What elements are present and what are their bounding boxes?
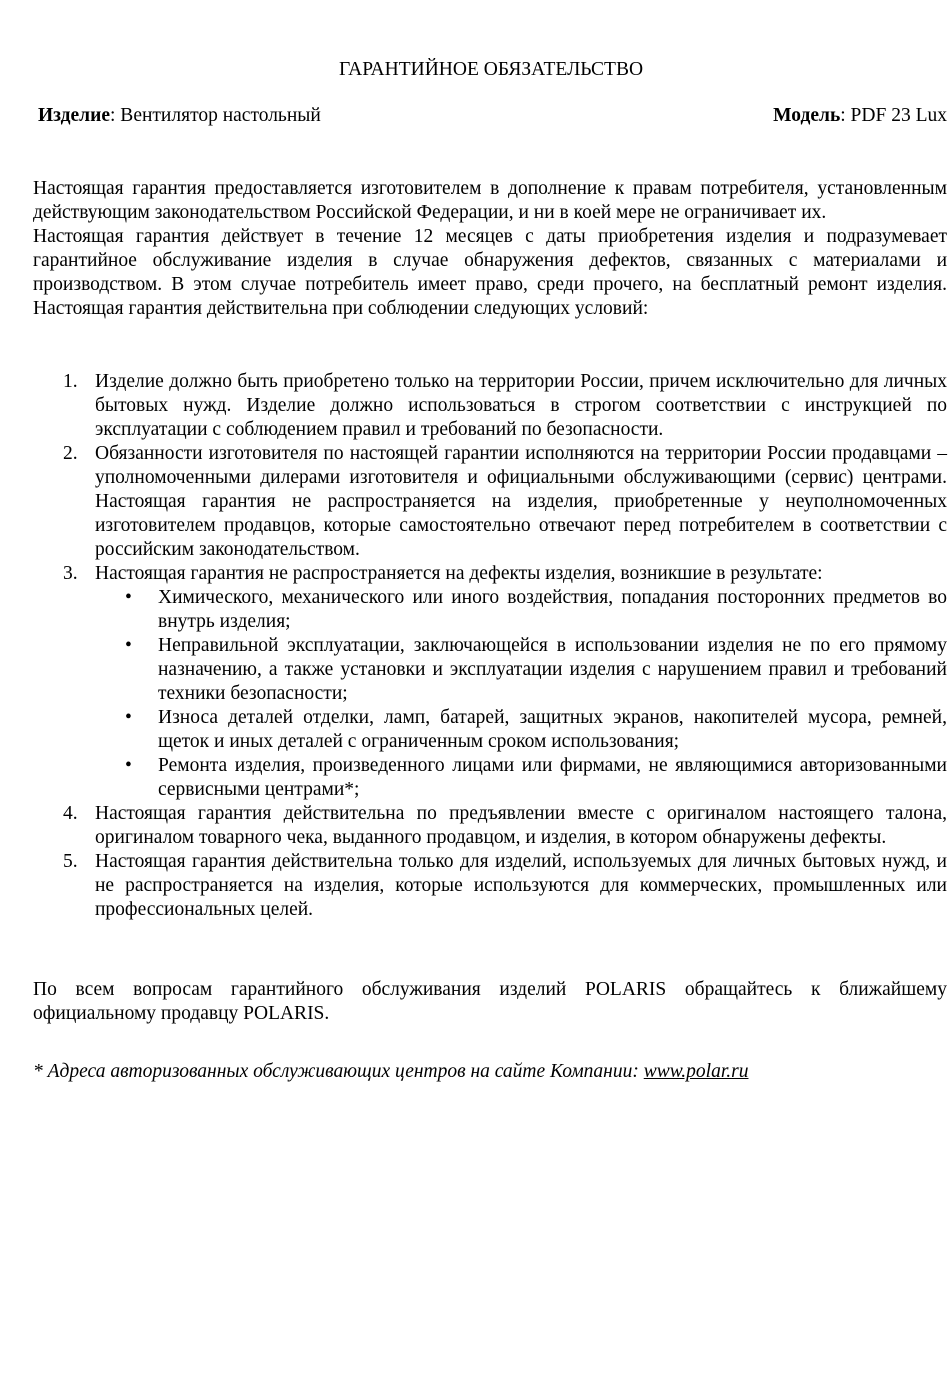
product-label: Изделие	[38, 105, 111, 126]
model-field	[773, 104, 947, 128]
terms-list	[63, 370, 947, 922]
term-item-1	[63, 370, 947, 442]
term-number: 1.	[63, 371, 78, 392]
product-meta-row	[38, 104, 947, 128]
term-text: Изделие должно быть приобретено только на территории России, причем исключительно для личных бытовых нужд. Изделие должно использоваться в строгом соответствии с инструкцией по эксплуатации с соблюдением правил и требований по безопасности.	[95, 371, 947, 440]
intro-section	[33, 177, 947, 321]
footnote	[33, 1060, 947, 1084]
term-item-4	[63, 802, 947, 850]
term-item-3	[63, 562, 947, 802]
defect-item: • Неправильной эксплуатации, заключающейся в использовании изделия не по его прямому назначению, а также установки и эксплуатации изделия с нарушением правил и требований техники безопасности;	[158, 634, 947, 706]
model-label: Модель	[773, 105, 841, 126]
website-link[interactable]: www.polar.ru	[643, 1061, 749, 1082]
document-title: ГАРАНТИЙНОЕ ОБЯЗАТЕЛЬСТВО	[338, 59, 644, 80]
defect-item: • Химического, механического или иного воздействия, попадания посторонних предметов во внутрь изделия;	[158, 586, 947, 634]
term-item-5	[63, 850, 947, 922]
defects-list	[95, 586, 947, 802]
term-text: Настоящая гарантия действительна только для изделий, используемых для личных бытовых нужд, и не распространяется на изделия, которые используются для коммерческих, промышленных или профессиональных целей.	[95, 851, 947, 920]
closing-paragraph: По всем вопросам гарантийного обслуживания изделий POLARIS обращайтесь к ближайшему официальному продавцу POLARIS.	[33, 979, 947, 1024]
term-text: Настоящая гарантия не распространяется на дефекты изделия, возникшие в результате:	[95, 563, 823, 584]
intro-paragraph-1: Настоящая гарантия предоставляется изготовителем в дополнение к правам потребителя, установленным действующим законодательством Российской Федерации, и ни в коей мере не ограничивает их.	[33, 178, 947, 223]
model-value: : PDF 23 Lux	[840, 105, 947, 126]
term-number: 4.	[63, 803, 78, 824]
term-number: 3.	[63, 563, 78, 584]
term-text: Настоящая гарантия действительна по предъявлении вместе с оригиналом настоящего талона, оригиналом товарного чека, выданного продавцом, и изделия, в котором обнаружены дефекты.	[95, 803, 947, 848]
product-value: : Вентилятор настольный	[110, 105, 321, 126]
product-field	[38, 104, 321, 128]
defect-item: • Ремонта изделия, произведенного лицами или фирмами, не являющимися авторизованными сервисными центрами*;	[158, 754, 947, 802]
term-text: Обязанности изготовителя по настоящей гарантии исполняются на территории России продавцами – уполномоченными дилерами изготовителя и официальными обслуживающими (сервис) центрами. Настоящая гарантия не распространяется на изделия, приобретенные у неуполномоченных изготовителем продавцов, которые самостоятельно отвечают перед потребителем в соответствии с российским законодательством.	[95, 443, 947, 560]
intro-paragraph-2: Настоящая гарантия действует в течение 12 месяцев с даты приобретения изделия и подразумевает гарантийное обслуживание изделия в случае обнаружения дефектов, связанных с материалами и производством. В этом случае потребитель имеет право, среди прочего, на бесплатный ремонт изделия. Настоящая гарантия действительна при соблюдении следующих условий:	[33, 226, 947, 319]
term-number: 2.	[63, 443, 78, 464]
term-item-2	[63, 442, 947, 562]
defect-item: • Износа деталей отделки, ламп, батарей, защитных экранов, накопителей мусора, ремней, щеток и иных деталей с ограниченным сроком использования;	[158, 706, 947, 754]
footnote-text: * Адреса авторизованных обслуживающих центров на сайте Компании:	[33, 1061, 644, 1082]
term-number: 5.	[63, 851, 78, 872]
